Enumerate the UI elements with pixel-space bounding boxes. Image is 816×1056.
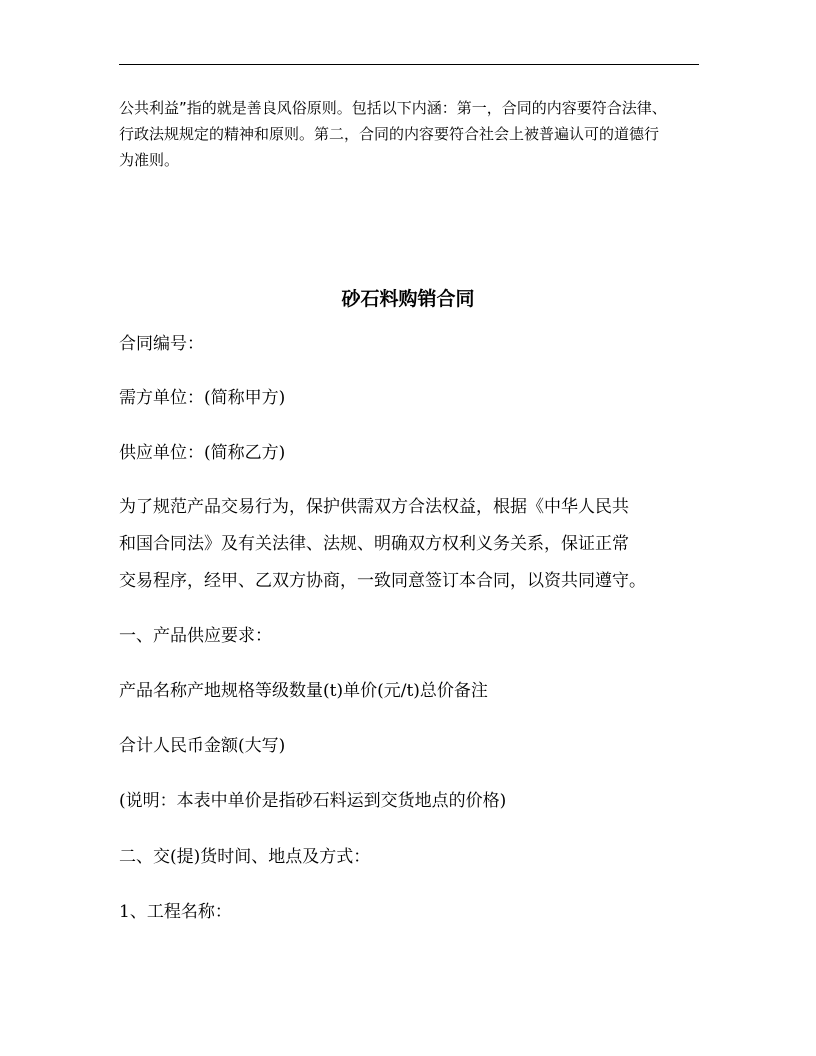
header-rule: [119, 64, 699, 65]
contract-number-line: 合同编号：: [119, 334, 204, 354]
preamble-line: 为了规范产品交易行为，保护供需双方合法权益，根据《中华人民共: [119, 497, 629, 517]
intro-line: 为准则。: [119, 151, 180, 169]
supplier-line: 供应单位：(简称乙方): [119, 443, 286, 463]
section2-heading: 二、交(提)货时间、地点及方式：: [119, 847, 371, 867]
intro-paragraph: [119, 95, 719, 173]
preamble-paragraph: [119, 489, 759, 600]
total-amount-line: 合计人民币金额(大写): [119, 736, 286, 756]
contract-title: 砂石料购销合同: [341, 288, 475, 310]
preamble-line: 交易程序，经甲、乙双方协商，一致同意签订本合同，以资共同遵守。: [119, 571, 646, 591]
intro-line: 公共利益”指的就是善良风俗原则。包括以下内涵：第一，合同的内容要符合法律、: [119, 99, 667, 117]
price-note-line: (说明：本表中单价是指砂石料运到交货地点的价格): [119, 791, 507, 811]
buyer-line: 需方单位：(简称甲方): [119, 388, 286, 408]
intro-line: 行政法规规定的精神和原则。第二，合同的内容要符合社会上被普遍认可的道德行: [119, 125, 660, 143]
table-header-line: 产品名称产地规格等级数量(t)单价(元/t)总价备注: [119, 681, 488, 701]
project-name-line: 1、工程名称：: [119, 902, 232, 922]
preamble-line: 和国合同法》及有关法律、法规、明确双方权利义务关系，保证正常: [119, 534, 629, 554]
section1-heading: 一、产品供应要求：: [119, 626, 272, 646]
